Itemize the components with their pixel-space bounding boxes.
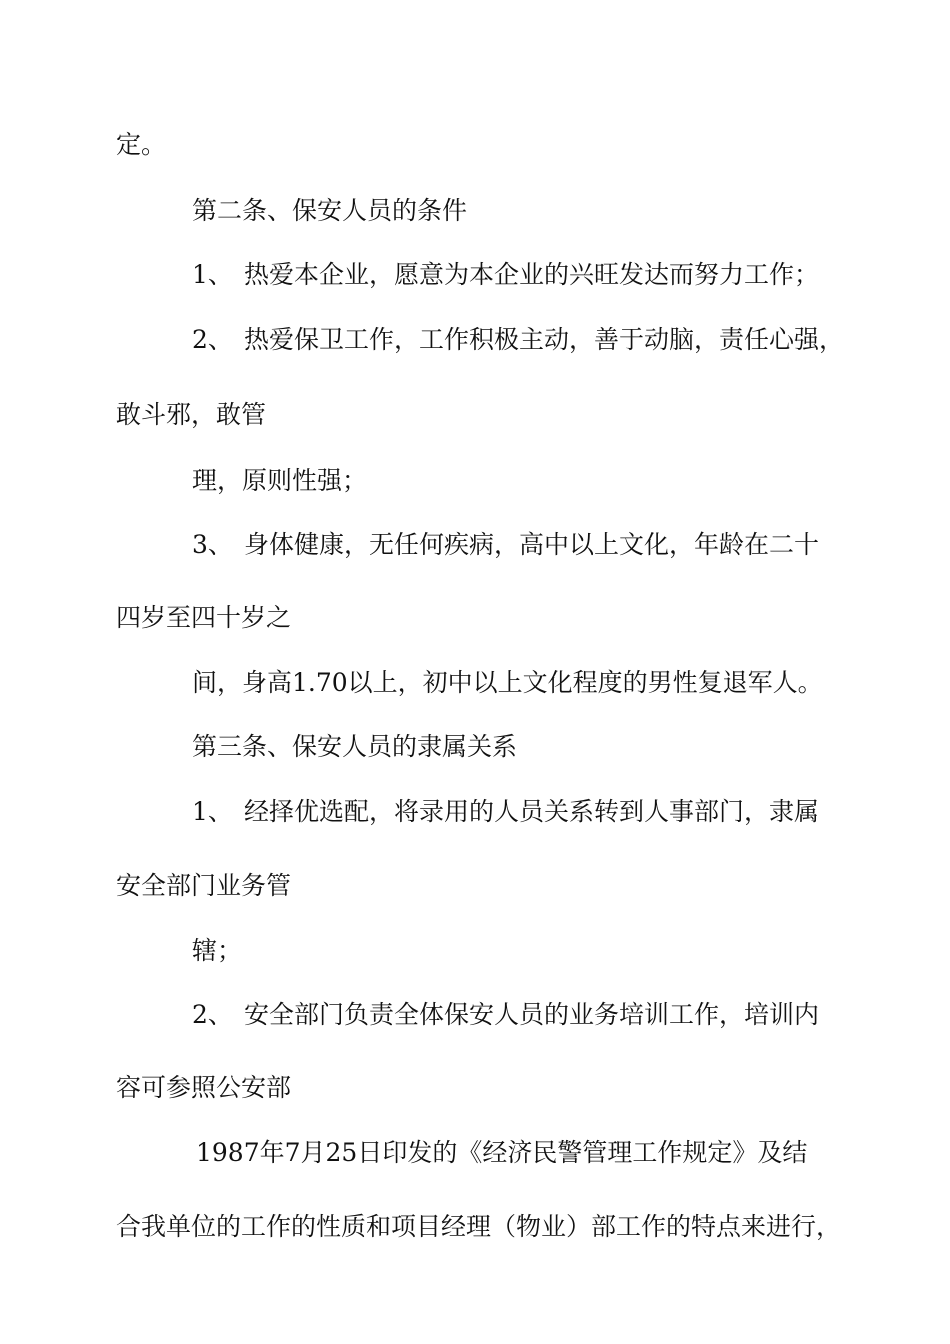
text-line xyxy=(192,936,242,966)
line-text: 容可参照公安部 xyxy=(116,1073,292,1102)
list-number: 2、 xyxy=(192,1000,233,1029)
list-item xyxy=(192,325,844,355)
line-text: 间，身高1.70以上，初中以上文化程度的男性复退军人。 xyxy=(192,668,823,697)
list-item xyxy=(192,797,819,827)
text-line xyxy=(192,466,367,496)
line-text: 经择优选配，将录用的人员关系转到人事部门，隶属 xyxy=(244,797,820,826)
text-line xyxy=(196,1138,807,1168)
text-line xyxy=(116,1073,291,1103)
text-line xyxy=(116,871,291,901)
line-text: 敢斗邪，敢管 xyxy=(116,400,267,429)
text-line xyxy=(116,400,266,430)
line-text: 第三条、保安人员的隶属关系 xyxy=(192,732,518,761)
text-line xyxy=(116,130,166,160)
line-text: 安全部门业务管 xyxy=(116,871,292,900)
line-text: 1987年7月25日印发的《经济民警管理工作规定》及结 xyxy=(196,1138,808,1167)
list-number: 2、 xyxy=(192,325,233,354)
list-number: 3、 xyxy=(192,530,233,559)
line-text: 四岁至四十岁之 xyxy=(116,603,292,632)
line-text: 热爱本企业，愿意为本企业的兴旺发达而努力工作； xyxy=(244,260,820,289)
text-line xyxy=(116,1212,841,1242)
list-item xyxy=(192,260,819,290)
text-line xyxy=(192,668,823,698)
list-item xyxy=(192,1000,819,1030)
list-number: 1、 xyxy=(192,797,233,826)
list-number: 1、 xyxy=(192,260,233,289)
section-heading xyxy=(192,732,517,762)
line-text: 第二条、保安人员的条件 xyxy=(192,196,468,225)
line-text: 定。 xyxy=(116,130,167,159)
section-heading xyxy=(192,196,467,226)
line-text: 辖； xyxy=(192,936,243,965)
line-text: 合我单位的工作的性质和项目经理（物业）部工作的特点来进行， xyxy=(116,1212,842,1241)
list-item xyxy=(192,530,819,560)
line-text: 热爱保卫工作，工作积极主动，善于动脑，责任心强， xyxy=(244,325,845,354)
line-text: 安全部门负责全体保安人员的业务培训工作，培训内 xyxy=(244,1000,820,1029)
line-text: 理，原则性强； xyxy=(192,466,368,495)
text-line xyxy=(116,603,291,633)
line-text: 身体健康，无任何疾病，高中以上文化，年龄在二十 xyxy=(244,530,820,559)
